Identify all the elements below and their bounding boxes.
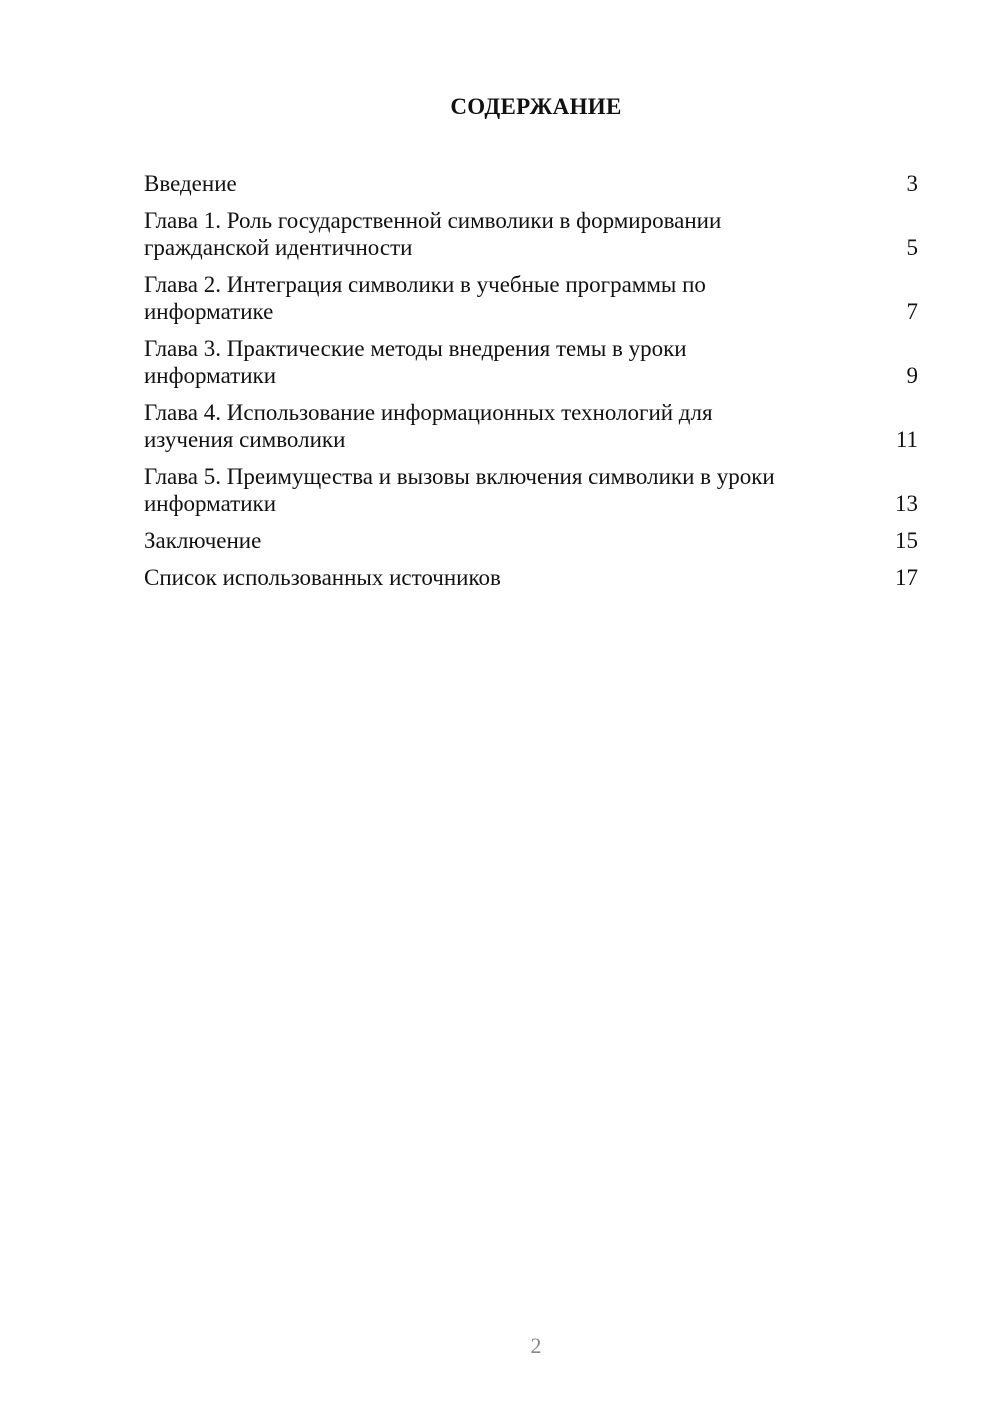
toc-entry-title: Глава 1. Роль государственной символики в формировании гражданской идентичности (144, 208, 722, 260)
toc-entry-page: 15 (895, 528, 918, 553)
toc-entry-chapter-2 (144, 271, 918, 325)
toc-entry-references (144, 564, 918, 591)
toc-entry-title: Список использованных источников (144, 565, 501, 590)
page-title: СОДЕРЖАНИЕ (450, 94, 622, 119)
toc-entry-chapter-1 (144, 207, 918, 261)
toc-entry-page: 9 (906, 363, 918, 388)
toc-entry-introduction (144, 170, 918, 197)
table-of-contents (144, 170, 918, 601)
toc-entry-page: 17 (895, 565, 918, 590)
toc-entry-title: Глава 5. Преимущества и вызовы включения символики в уроки информатики (144, 464, 775, 516)
toc-entry-conclusion (144, 527, 918, 554)
toc-entry-page: 3 (906, 171, 918, 196)
toc-entry-page: 11 (895, 427, 918, 452)
toc-entry-chapter-5 (144, 463, 918, 517)
page-number: 2 (530, 1333, 542, 1358)
toc-entry-page: 7 (906, 299, 918, 324)
toc-entry-title: Заключение (144, 528, 262, 553)
toc-entry-title: Глава 3. Практические методы внедрения темы в уроки информатики (144, 336, 687, 388)
toc-entry-page: 5 (906, 235, 918, 260)
toc-entry-title: Глава 4. Использование информационных технологий для изучения символики (144, 400, 713, 452)
toc-entry-page: 13 (895, 491, 918, 516)
toc-entry-chapter-4 (144, 399, 918, 453)
toc-entry-chapter-3 (144, 335, 918, 389)
toc-entry-title: Глава 2. Интеграция символики в учебные программы по информатике (144, 272, 706, 324)
toc-entry-title: Введение (144, 171, 237, 196)
